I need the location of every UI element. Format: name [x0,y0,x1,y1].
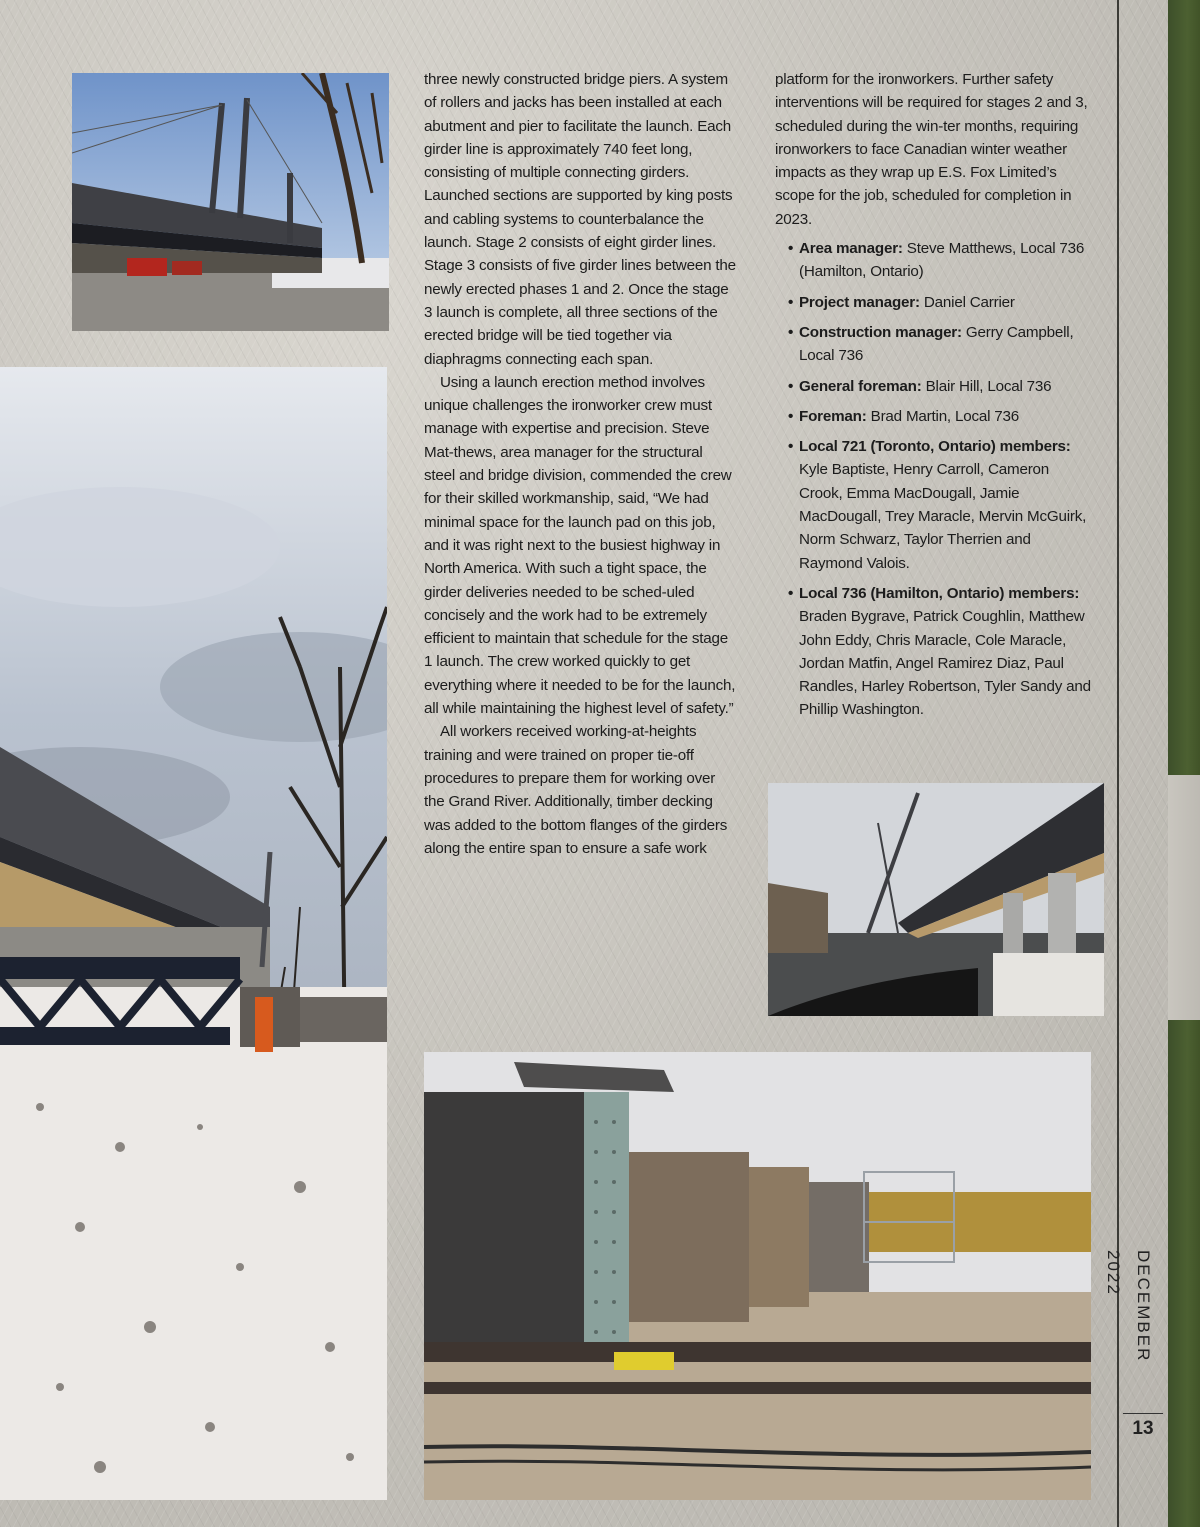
roster-names: Gerry Campbell, Local 736 [799,323,1074,365]
photo-bridge-over-river [768,783,1104,1016]
article-paragraph: Using a launch erection method involves unique challenges the ironworker crew must manage with expertise and precision. Steve Mat-thews, area manager for the structural steel and bridge division, commended the crew for their skilled workmanship, said, “We had minimal space for the launch pad on this job, and it was right next to the busiest highway in North America. With such a tight space, the girder deliveries needed to be sched-uled concisely and the work had to be extremely efficient to maintain that schedule for the stage 1 launch. The crew worked quickly to get everything where it needed to be for the launch, all while maintaining the highest level of safety.” [424,373,736,718]
roster-item [775,405,1093,428]
margin-rule [1117,0,1119,1527]
roster-item [775,321,1093,368]
crew-roster-list [775,237,1093,722]
roster-names: Brad Martin, Local 736 [870,407,1020,425]
roster-role: General foreman: [799,377,922,395]
roster-names: Daniel Carrier [923,293,1015,311]
article-paragraph: All workers received working-at-heights training and were trained on proper tie-off procedures to prepare them for working over the Grand River. Additionally, timber decking was added to the bottom flanges of the girders along the entire span to ensure a safe work [424,723,728,857]
article-column-right [775,68,1093,729]
bullet-icon: • [788,407,794,425]
roster-role: Project manager: [799,293,920,311]
roster-names: Kyle Baptiste, Henry Carroll, Cameron Crook, Emma MacDougall, Jamie MacDougall, Trey Maracle, Mervin McGuirk, Norm Schwarz, Taylor Therrien and Raymond Valois. [799,461,1087,572]
bullet-icon: • [788,438,794,456]
roster-item [775,582,1093,722]
roster-role: Foreman: [799,407,867,425]
bullet-icon: • [788,584,794,602]
roster-role: Local 736 (Hamilton, Ontario) members: [799,584,1080,602]
photo-girders-on-rollers [424,1052,1091,1500]
article-paragraph: platform for the ironworkers. Further safety interventions will be required for stages 2 and 3, scheduled during the win-ter months, requiring ironworkers to face Canadian winter weather impacts as they wrap up E.S. Fox Limited’s scope for the job, scheduled for completion in 2023. [775,71,1088,228]
roster-role: Construction manager: [799,323,962,341]
roster-role: Local 721 (Toronto, Ontario) members: [799,438,1071,456]
roster-names: Braden Bygrave, Patrick Coughlin, Matthew John Eddy, Chris Maracle, Cole Maracle, Jordan Matfin, Angel Ramirez Diaz, Paul Randles, Harley Robertson, Tyler Sandy and Phillip Washington. [799,608,1091,719]
photo-bridge-snow-site [0,367,387,1500]
roster-names: Blair Hill, Local 736 [925,377,1052,395]
article-column-middle [424,68,736,860]
roster-role: Area manager: [799,240,903,258]
roster-item [775,237,1093,284]
edge-color-bar [1168,0,1200,1527]
bullet-icon: • [788,323,794,341]
bullet-icon: • [788,293,794,311]
edge-color-bar-notch [1168,775,1200,1020]
photo-bridge-king-posts [72,73,389,331]
roster-item [775,435,1093,575]
bullet-icon: • [788,377,794,395]
article-paragraph: three newly constructed bridge piers. A system of rollers and jacks has been installed at each abutment and pier to facilitate the launch. Each girder line is approximately 740 feet long, consisting of multiple connecting girders. Launched sections are supported by king posts and cabling systems to counterbalance the launch. Stage 2 consists of eight girder lines. Stage 3 consists of five girder lines between the newly erected phases 1 and 2. Once the stage 3 launch is complete, all three sections of the erected bridge will be tied together via diaphragms connecting each span. [424,71,736,368]
issue-date: DECEMBER 2022 [1104,1250,1153,1363]
bullet-icon: • [788,240,794,258]
roster-item [775,375,1093,398]
page-number-rule [1123,1413,1163,1414]
roster-item [775,291,1093,314]
roster-names: Steve Matthews, Local 736 (Hamilton, Ontario) [799,240,1085,281]
page-number: 13 [1132,1418,1154,1439]
